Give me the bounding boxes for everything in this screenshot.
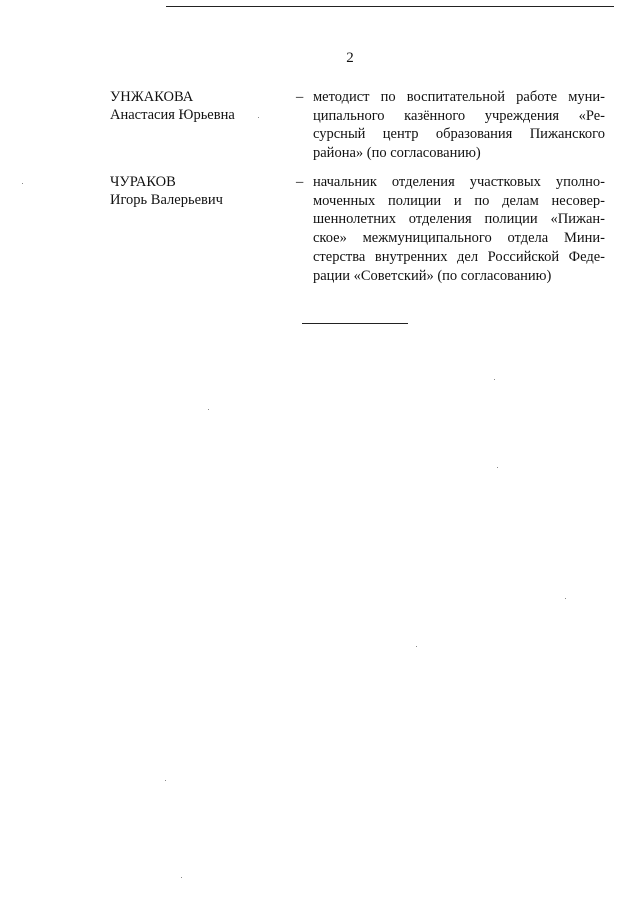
position-line: шеннолетних отделения полиции «Пижан- xyxy=(313,211,605,228)
member-surname: ЧУРАКОВ xyxy=(110,174,176,190)
scan-speck xyxy=(22,183,23,184)
page-number: 2 xyxy=(346,50,354,66)
position-line: моченных полиции и по делам несовер- xyxy=(313,192,605,209)
entry-dash: – xyxy=(296,89,304,105)
scan-speck xyxy=(165,780,166,781)
header-rule xyxy=(166,6,614,7)
member-surname: УНЖАКОВА xyxy=(110,89,194,105)
scan-speck xyxy=(494,379,495,380)
position-line: ское» межмуниципального отдела Мини- xyxy=(313,230,605,247)
scan-speck xyxy=(208,409,209,410)
position-line: ципального казённого учреждения «Ре- xyxy=(313,107,605,124)
scan-speck xyxy=(416,646,417,647)
position-line: района» (по согласованию) xyxy=(313,145,481,162)
scan-speck xyxy=(258,117,259,118)
closing-rule xyxy=(302,323,408,324)
position-line: методист по воспитательной работе муни- xyxy=(313,89,605,105)
member-position xyxy=(313,173,605,285)
member-position xyxy=(313,88,605,163)
member-name xyxy=(110,88,290,124)
position-line: начальник отделения участковых уполно- xyxy=(313,174,605,190)
position-line: рации «Советский» (по согласованию) xyxy=(313,267,552,284)
scan-speck xyxy=(181,877,182,878)
position-line: стерства внутренних дел Российской Феде- xyxy=(313,248,605,265)
scan-speck xyxy=(497,467,498,468)
member-given-names: Анастасия Юрьевна xyxy=(110,107,235,123)
member-name xyxy=(110,173,290,209)
position-line: сурсный центр образования Пижанского xyxy=(313,126,605,143)
member-given-names: Игорь Валерьевич xyxy=(110,192,223,208)
entry-dash: – xyxy=(296,174,304,190)
scan-speck xyxy=(565,598,566,599)
